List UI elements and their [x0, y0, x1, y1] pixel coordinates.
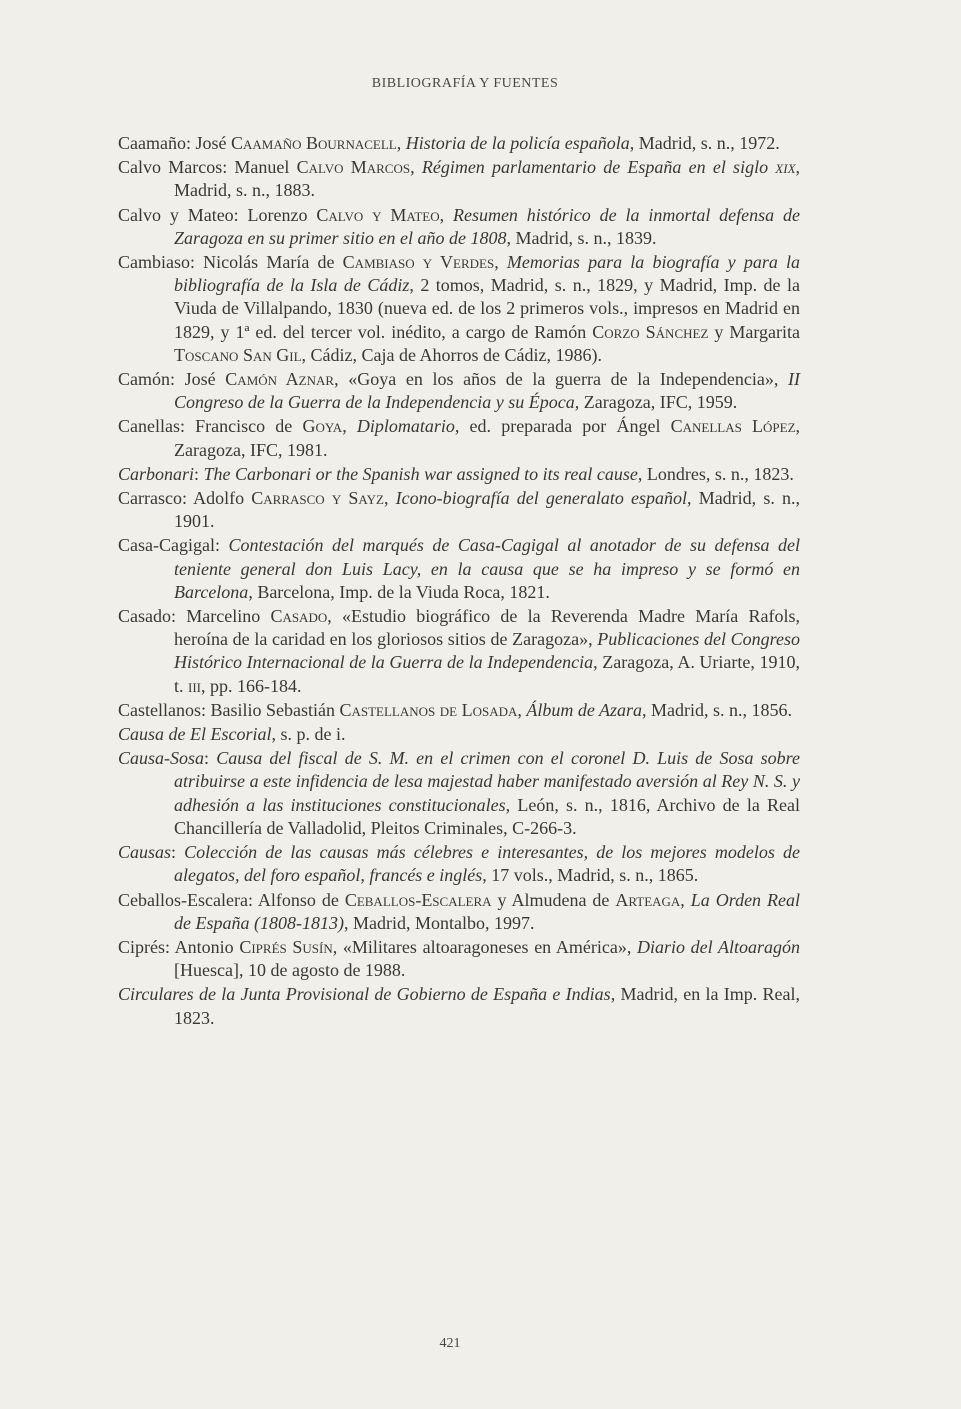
entry-text: , [517, 699, 527, 720]
entry-italic-text: Historia de la policía española [405, 133, 630, 153]
entry-text: , [680, 889, 691, 910]
entry-text: Caamaño: José [118, 133, 231, 153]
entry-text: , «Goya en los años de la guerra de la Independencia», [334, 369, 789, 390]
entry-text: Cambiaso: Nicolás María de [118, 252, 343, 273]
entry-italic-text: Publicaciones del Congreso Histórico Internacional de la Guerra de la Independencia [174, 629, 800, 673]
bibliography-entry [118, 747, 800, 840]
entry-italic-text: xix [775, 157, 796, 178]
bibliography-list [118, 132, 800, 1031]
bibliography-entry [118, 368, 800, 414]
entry-text: , Madrid, Montalbo, 1997. [343, 912, 535, 933]
entry-text: , [383, 488, 396, 509]
entry-italic-text: Régimen parlamentario de España en el siglo [421, 157, 776, 178]
entry-italic-text: Colección de las causas más célebres e interesantes, de los mejores modelos de alegatos, del foro español, francés e inglés [174, 842, 800, 886]
entry-text: , León, s. n., 1816, Archivo de la Real Chancillería de Valladolid, Pleitos Criminales, C-266-3. [174, 794, 800, 838]
entry-text: , Madrid, s. n., 1883. [174, 157, 801, 201]
entry-text: y Margarita [708, 321, 800, 342]
entry-author-name: Toscano San Gil [174, 344, 302, 365]
entry-text: , Madrid, s. n., 1972. [629, 133, 780, 153]
entry-italic-text: Álbum de Azara [526, 699, 643, 720]
entry-text: , Madrid, s. n., 1856. [642, 699, 793, 720]
entry-author-name: Camón Aznar [225, 369, 335, 390]
entry-text: Calvo Marcos: Manuel [118, 157, 297, 178]
entry-italic-text: Resumen histórico de la inmortal defensa de Zaragoza en su primer sitio en el año de 1808 [174, 204, 801, 248]
entry-italic-text: Carbonari [118, 463, 195, 484]
bibliography-entry [118, 605, 800, 698]
page-number: 421 [439, 1336, 461, 1351]
entry-text: Carrasco: Adolfo [118, 488, 252, 509]
bibliography-entry [118, 699, 800, 722]
entry-italic-text: Memorias para la biografía y para la bibliografía de la Isla de Cádiz [174, 252, 800, 296]
entry-text: , Zaragoza, IFC, 1959. [574, 392, 738, 413]
entry-text: , Madrid, s. n., 1901. [174, 488, 800, 532]
entry-italic-text: Icono-biografía del generalato español [395, 488, 688, 509]
entry-author-name: Caamaño Bournacell [230, 133, 397, 153]
entry-italic-text: Causas [118, 842, 172, 863]
entry-italic-text: Contestación del marqués de Casa-Cagigal al anotador de su defensa del teniente general don Luis Lacy, en la causa que se ha impreso y se formó en Barcelona [174, 535, 800, 602]
entry-text: Canellas: Francisco de [118, 416, 303, 437]
entry-author-name: iii [188, 675, 202, 696]
bibliography-entry [118, 983, 800, 1029]
bibliography-entry [118, 132, 800, 155]
entry-author-name: Ciprés Susín [239, 936, 333, 957]
entry-text: , Zaragoza, IFC, 1981. [174, 416, 801, 460]
entry-text: , pp. 166-184. [201, 675, 302, 696]
bibliography-entry [118, 463, 800, 486]
entry-text: Camón: José [118, 369, 226, 390]
entry-author-name: Corzo Sánchez [592, 321, 709, 342]
entry-text: , 17 vols., Madrid, s. n., 1865. [482, 865, 699, 886]
bibliography-entry [118, 889, 800, 935]
entry-author-name: Castellanos de Losada [339, 699, 518, 720]
entry-text: : [194, 463, 204, 484]
entry-text: , [342, 416, 357, 437]
bibliography-entry [118, 936, 800, 982]
entry-text: , [396, 133, 406, 153]
entry-italic-text: Causa-Sosa [118, 748, 205, 769]
entry-author-name: Goya [302, 416, 343, 437]
entry-italic-text: Circulares de la Junta Provisional de Gobierno de España e Indias [118, 984, 611, 1005]
bibliography-entry [118, 534, 800, 604]
entry-author-name: Carrasco y Sayz [251, 488, 384, 509]
entry-author-name: Casado [270, 606, 328, 627]
entry-author-name: Arteaga [615, 889, 681, 910]
entry-text: , Zaragoza, A. Uriarte, 1910, t. [174, 652, 800, 696]
bibliography-entry [118, 204, 800, 250]
bibliography-entry [118, 841, 800, 887]
entry-text: , «Militares altoaragoneses en América», [332, 936, 637, 957]
entry-italic-text: Causa de El Escorial [118, 724, 272, 745]
entry-text: , Madrid, en la Imp. Real, 1823. [174, 984, 801, 1028]
entry-text: [Huesca], 10 de agosto de 1988. [174, 960, 406, 981]
entry-text: , 2 tomos, Madrid, s. n., 1829, y Madrid, Imp. de la Viuda de Villalpando, 1830 (nueva ed. de los 2 primeros vols., impresos en Madrid en 1829, y 1ª ed. del tercer vol. inédito, a cargo de Ramón [174, 275, 800, 342]
entry-text: Ciprés: Antonio [118, 936, 240, 957]
entry-text: : [171, 842, 185, 863]
entry-text: : [204, 748, 217, 769]
entry-italic-text: II Congreso de la Guerra de la Independencia y su Época [174, 369, 801, 413]
entry-text: , ed. preparada por Ángel [454, 416, 671, 437]
bibliography-entry [118, 251, 800, 367]
entry-text: Calvo y Mateo: Lorenzo [118, 204, 317, 225]
entry-text: , [410, 157, 422, 178]
entry-author-name: Calvo y Mateo [316, 204, 440, 225]
entry-text: Ceballos-Escalera: Alfonso de [118, 889, 345, 910]
entry-italic-text: Diplomatario [356, 416, 455, 437]
entry-text: , [494, 252, 507, 273]
bibliography-entry [118, 487, 800, 533]
bibliography-entry [118, 156, 800, 202]
entry-text: , [439, 204, 453, 225]
entry-text: , Madrid, s. n., 1839. [506, 227, 657, 248]
entry-author-name: Ceballos-Escalera [344, 889, 492, 910]
bibliography-entry [118, 723, 800, 746]
entry-italic-text: La Orden Real de España (1808-1813) [174, 889, 801, 933]
running-head: BIBLIOGRAFÍA Y FUENTES [371, 76, 559, 91]
entry-text: , Cádiz, Caja de Ahorros de Cádiz, 1986). [301, 344, 602, 365]
entry-author-name: Canellas López [670, 416, 796, 437]
entry-author-name: Calvo Marcos [296, 157, 411, 178]
entry-italic-text: Causa del fiscal de S. M. en el crimen con el coronel D. Luis de Sosa sobre atribuirse a este infidencia de lesa majestad haber manifestado aversión al Rey N. S. y adhesión a las instituciones constitucionales [174, 748, 800, 815]
entry-author-name: Cambiaso y Verdes [342, 252, 495, 273]
entry-text: Castellanos: Basilio Sebastián [118, 699, 340, 720]
entry-text: , Londres, s. n., 1823. [637, 463, 794, 484]
entry-italic-text: Diario del Altoaragón [636, 936, 800, 957]
entry-text: Casado: Marcelino [118, 606, 271, 627]
entry-italic-text: The Carbonari or the Spanish war assigned to its real cause [203, 463, 638, 484]
entry-text: , «Estudio biográfico de la Reverenda Madre María Rafols, heroína de la caridad en los gloriosos sitios de Zaragoza», [174, 606, 800, 650]
entry-text: Casa-Cagigal: [118, 535, 229, 556]
bibliography-entry [118, 415, 800, 461]
entry-text: , Barcelona, Imp. de la Viuda Roca, 1821. [248, 581, 550, 602]
entry-text: , s. p. de i. [271, 724, 346, 745]
entry-text: y Almudena de [491, 889, 616, 910]
